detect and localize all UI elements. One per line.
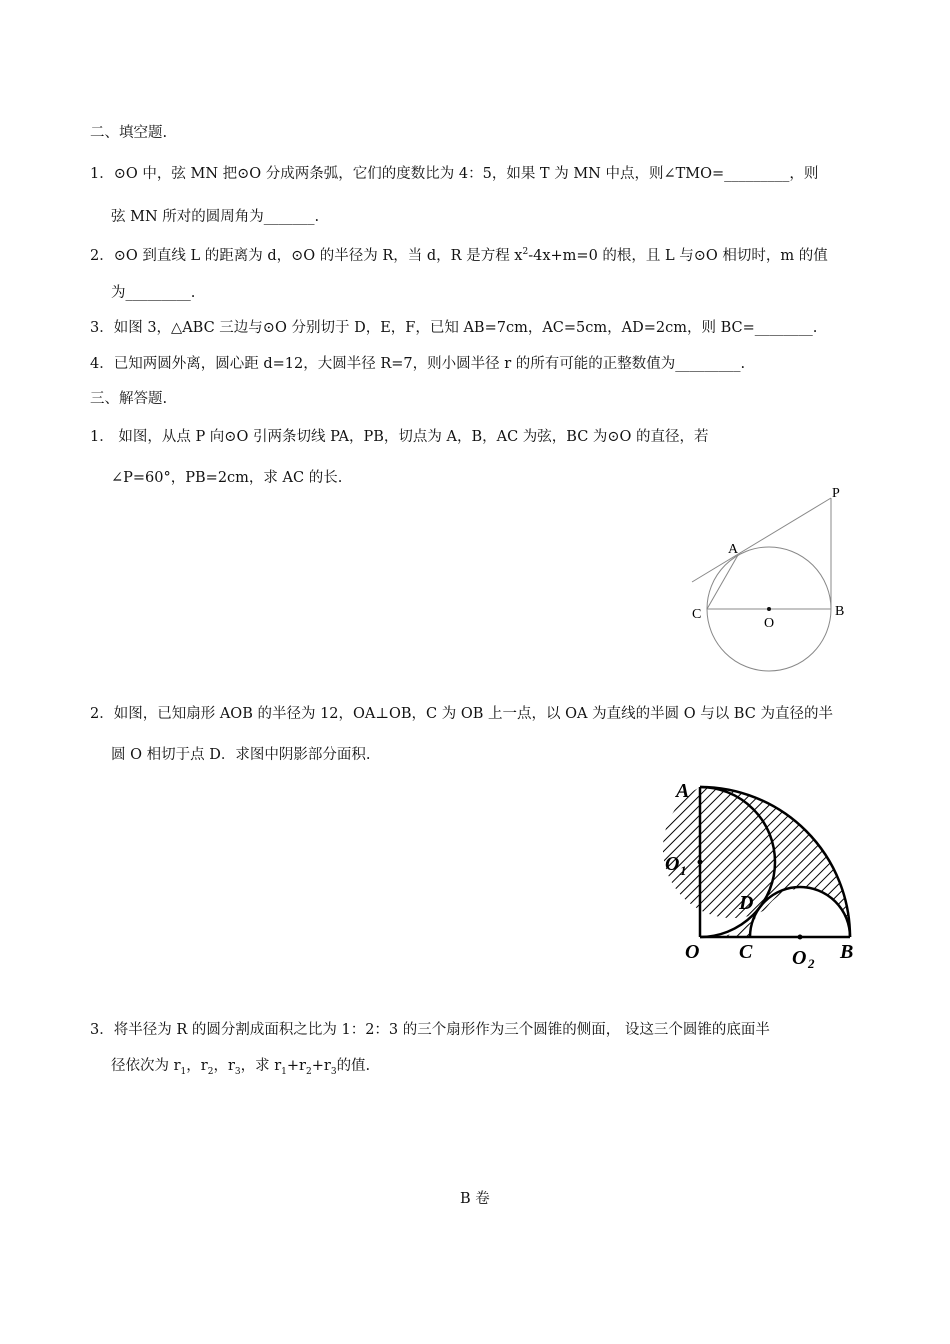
q2-line2: 为_________. [111, 285, 196, 301]
p3-text-3: ，r [213, 1058, 235, 1074]
label-o2: O [792, 947, 807, 969]
label-b: B [840, 941, 854, 963]
q1-line1: 1．⊙O 中，弦 MN 把⊙O 分成两条弧，它们的度数比为 4：5，如果 T 为 MN 中点，则∠TMO=_________，则 [90, 166, 819, 182]
p3-text-7: 的值. [336, 1058, 371, 1074]
p3-text-5: +r [286, 1058, 306, 1074]
center-o2 [798, 935, 803, 940]
label-a: A [676, 780, 690, 802]
p3-text-4: ，求 r [240, 1058, 282, 1074]
subscript-2b: 2 [306, 1066, 312, 1077]
center-dot [767, 607, 771, 611]
label-o2-sub: 2 [808, 956, 815, 971]
p3-text-1: 径依次为 r [111, 1058, 181, 1074]
p1-line2: ∠P=60°，PB=2cm，求 AC 的长. [111, 470, 343, 486]
label-b: B [835, 604, 845, 619]
q1-line2: 弦 MN 所对的圆周角为_______. [111, 209, 320, 225]
section3-heading: 三、解答题. [90, 391, 168, 407]
center-o1 [698, 860, 703, 865]
label-c: C [692, 607, 702, 622]
label-o: O [685, 941, 700, 963]
p2-line1: 2．如图，已知扇形 AOB 的半径为 12，OA⊥OB，C 为 OB 上一点，以 OA 为直线的半圆 O 与以 BC 为直径的半 [90, 706, 833, 722]
subscript-1: 1 [180, 1066, 187, 1077]
subscript-3b: 3 [330, 1066, 337, 1077]
section2-heading: 二、填空题. [90, 125, 168, 141]
figure-sector [660, 775, 870, 975]
label-o: O [764, 616, 775, 631]
label-d: D [739, 892, 754, 914]
q2-text-post: -4x+m=0 的根，且 L 与⊙O 相切时，m 的值 [528, 247, 828, 264]
q2-superscript: 2 [522, 247, 529, 257]
p3-text-6: +r [311, 1058, 331, 1074]
p3-line2 [111, 1056, 370, 1082]
label-a: A [728, 542, 739, 557]
label-c: C [739, 941, 753, 963]
figure-tangent-circle [680, 480, 880, 680]
tangent-pa [692, 498, 831, 582]
q2-line1 [90, 242, 828, 266]
q4-line: 4．已知两圆外离，圆心距 d=12，大圆半径 R=7，则小圆半径 r 的所有可能的正整数值为_________. [90, 356, 746, 372]
p3-line1: 3．将半径为 R 的圆分割成面积之比为 1：2：3 的三个扇形作为三个圆锥的侧面， 设这三个圆锥的底面半 [90, 1022, 770, 1038]
label-o1-sub: 1 [680, 863, 687, 878]
footer-label: B 卷 [460, 1191, 490, 1207]
subscript-1b: 1 [281, 1066, 287, 1077]
subscript-2: 2 [207, 1066, 214, 1077]
subscript-3: 3 [234, 1066, 241, 1077]
label-p: P [832, 486, 840, 501]
label-o1: O [665, 853, 680, 875]
p2-line2: 圆 O 相切于点 D．求图中阴影部分面积. [111, 747, 371, 763]
q3-line: 3．如图 3，△ABC 三边与⊙O 分别切于 D，E，F，已知 AB=7cm，AC=5cm，AD=2cm，则 BC=________. [90, 320, 818, 336]
p1-line1: 1． 如图，从点 P 向⊙O 引两条切线 PA，PB，切点为 A，B，AC 为弦，BC 为⊙O 的直径，若 [90, 429, 709, 445]
q2-text-pre: 2．⊙O 到直线 L 的距离为 d，⊙O 的半径为 R，当 d，R 是方程 x [90, 247, 523, 264]
p3-text-2: ，r [186, 1058, 208, 1074]
